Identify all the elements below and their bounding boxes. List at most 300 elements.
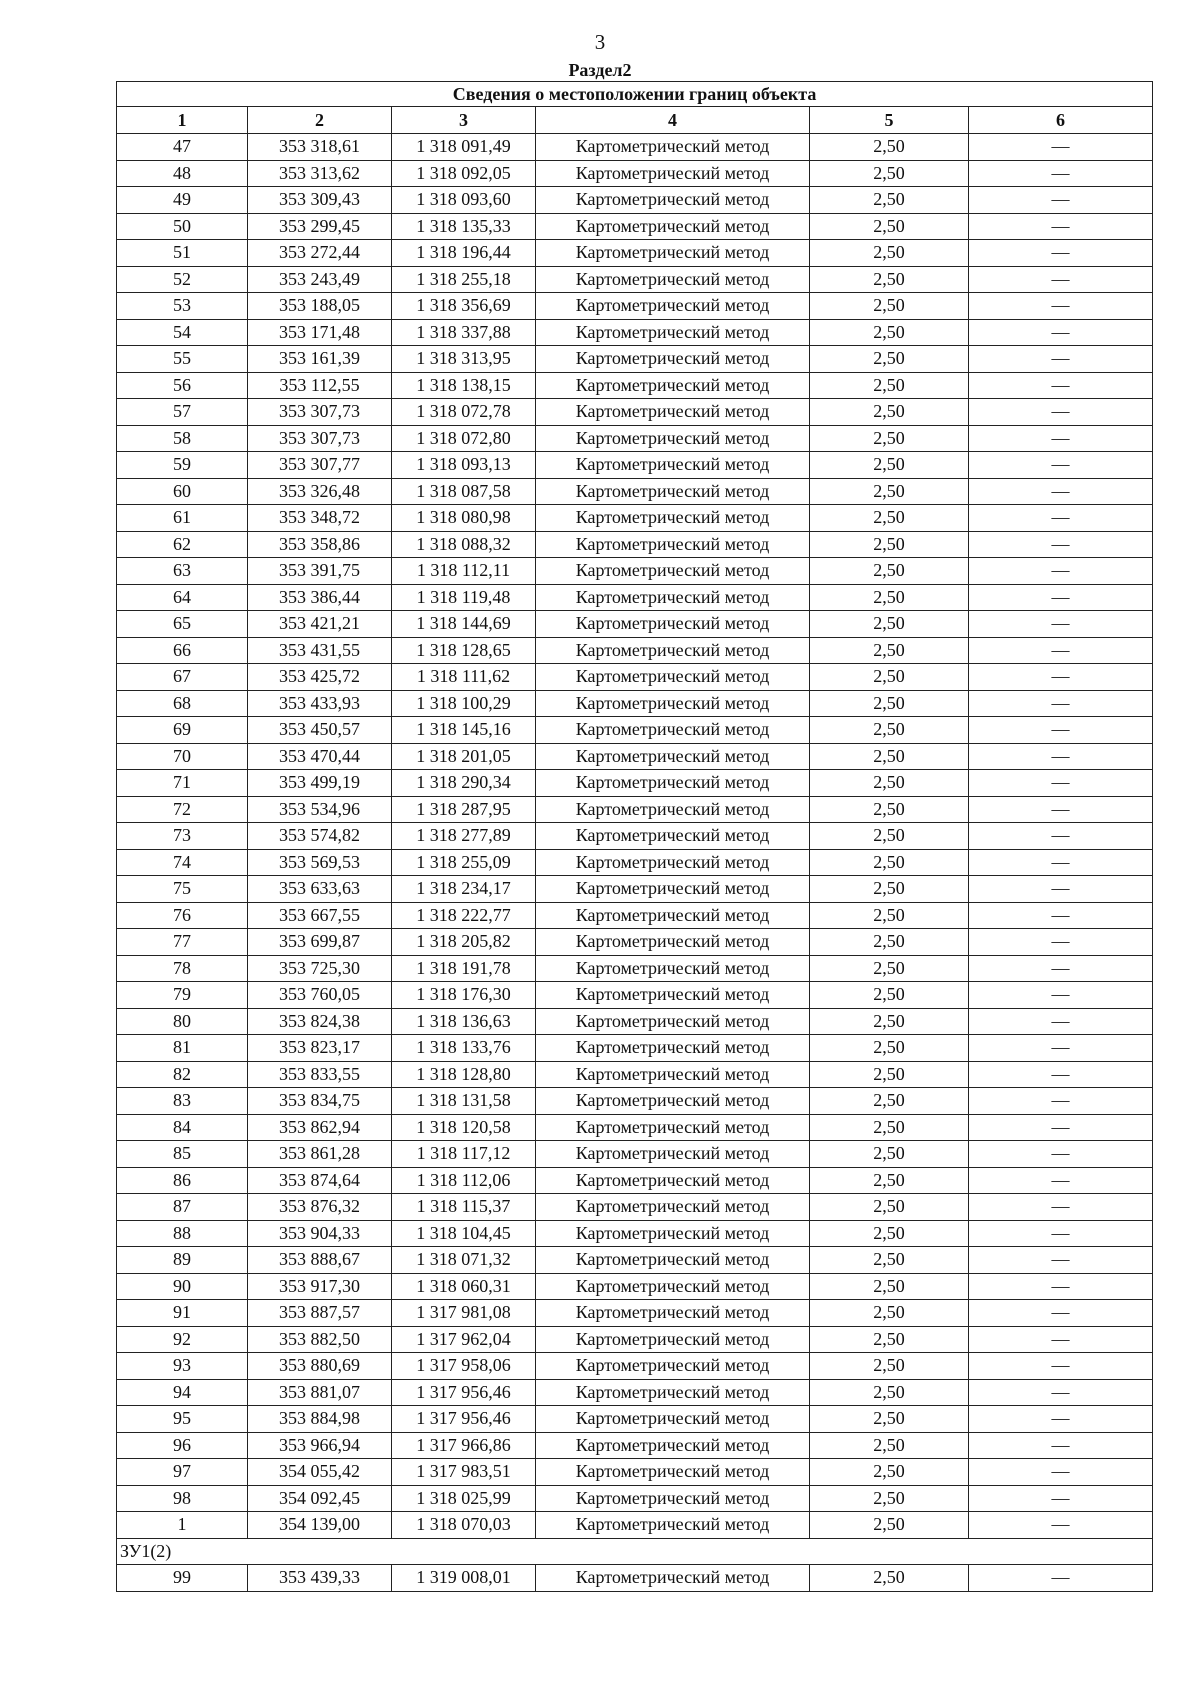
point-number-cell: 60 — [117, 478, 248, 505]
page-number: 3 — [594, 30, 606, 54]
y-coordinate-cell: 1 318 112,06 — [392, 1167, 536, 1194]
method-cell: Картометрический метод — [536, 584, 810, 611]
table-row — [117, 1432, 1153, 1459]
table-row — [117, 1088, 1153, 1115]
table-caption-row — [117, 82, 1153, 107]
point-number-cell: 48 — [117, 160, 248, 187]
point-number-cell: 67 — [117, 664, 248, 691]
point-number-cell: 88 — [117, 1220, 248, 1247]
table-row — [117, 1035, 1153, 1062]
description-cell: — — [969, 1008, 1153, 1035]
y-coordinate-cell: 1 318 196,44 — [392, 240, 536, 267]
point-number-cell: 73 — [117, 823, 248, 850]
accuracy-cell: 2,50 — [810, 134, 969, 161]
method-cell: Картометрический метод — [536, 372, 810, 399]
accuracy-cell: 2,50 — [810, 240, 969, 267]
accuracy-cell: 2,50 — [810, 266, 969, 293]
method-cell: Картометрический метод — [536, 425, 810, 452]
point-number-cell: 51 — [117, 240, 248, 267]
table-row — [117, 717, 1153, 744]
description-cell: — — [969, 1485, 1153, 1512]
x-coordinate-cell: 353 574,82 — [248, 823, 392, 850]
point-number-cell: 91 — [117, 1300, 248, 1327]
x-coordinate-cell: 353 188,05 — [248, 293, 392, 320]
table-row — [117, 796, 1153, 823]
y-coordinate-cell: 1 318 255,18 — [392, 266, 536, 293]
y-coordinate-cell: 1 317 966,86 — [392, 1432, 536, 1459]
x-coordinate-cell: 353 834,75 — [248, 1088, 392, 1115]
method-cell: Картометрический метод — [536, 982, 810, 1009]
point-number-cell: 77 — [117, 929, 248, 956]
accuracy-cell: 2,50 — [810, 1379, 969, 1406]
accuracy-cell: 2,50 — [810, 796, 969, 823]
y-coordinate-cell: 1 318 072,80 — [392, 425, 536, 452]
point-number-cell: 65 — [117, 611, 248, 638]
method-cell: Картометрический метод — [536, 213, 810, 240]
y-coordinate-cell: 1 318 290,34 — [392, 770, 536, 797]
method-cell: Картометрический метод — [536, 1220, 810, 1247]
table-body — [117, 82, 1153, 1592]
x-coordinate-cell: 353 876,32 — [248, 1194, 392, 1221]
x-coordinate-cell: 353 633,63 — [248, 876, 392, 903]
point-number-cell: 58 — [117, 425, 248, 452]
point-number-cell: 55 — [117, 346, 248, 373]
x-coordinate-cell: 353 433,93 — [248, 690, 392, 717]
x-coordinate-cell: 353 887,57 — [248, 1300, 392, 1327]
table-row — [117, 1167, 1153, 1194]
description-cell: — — [969, 955, 1153, 982]
accuracy-cell: 2,50 — [810, 611, 969, 638]
column-header: 3 — [392, 107, 536, 134]
method-cell: Картометрический метод — [536, 1406, 810, 1433]
description-cell: — — [969, 558, 1153, 585]
method-cell: Картометрический метод — [536, 849, 810, 876]
method-cell: Картометрический метод — [536, 558, 810, 585]
x-coordinate-cell: 353 171,48 — [248, 319, 392, 346]
y-coordinate-cell: 1 318 119,48 — [392, 584, 536, 611]
accuracy-cell: 2,50 — [810, 637, 969, 664]
accuracy-cell: 2,50 — [810, 531, 969, 558]
point-number-cell: 87 — [117, 1194, 248, 1221]
description-cell: — — [969, 1512, 1153, 1539]
description-cell: — — [969, 1167, 1153, 1194]
y-coordinate-cell: 1 318 112,11 — [392, 558, 536, 585]
y-coordinate-cell: 1 318 071,32 — [392, 1247, 536, 1274]
point-number-cell: 59 — [117, 452, 248, 479]
method-cell: Картометрический метод — [536, 293, 810, 320]
point-number-cell: 97 — [117, 1459, 248, 1486]
table-row — [117, 1485, 1153, 1512]
x-coordinate-cell: 354 139,00 — [248, 1512, 392, 1539]
method-cell: Картометрический метод — [536, 319, 810, 346]
x-coordinate-cell: 353 391,75 — [248, 558, 392, 585]
method-cell: Картометрический метод — [536, 399, 810, 426]
method-cell: Картометрический метод — [536, 452, 810, 479]
accuracy-cell: 2,50 — [810, 1432, 969, 1459]
y-coordinate-cell: 1 317 962,04 — [392, 1326, 536, 1353]
accuracy-cell: 2,50 — [810, 1406, 969, 1433]
point-number-cell: 47 — [117, 134, 248, 161]
x-coordinate-cell: 353 888,67 — [248, 1247, 392, 1274]
y-coordinate-cell: 1 318 093,60 — [392, 187, 536, 214]
description-cell: — — [969, 134, 1153, 161]
accuracy-cell: 2,50 — [810, 213, 969, 240]
x-coordinate-cell: 353 699,87 — [248, 929, 392, 956]
point-number-cell: 79 — [117, 982, 248, 1009]
accuracy-cell: 2,50 — [810, 505, 969, 532]
description-cell: — — [969, 478, 1153, 505]
point-number-cell: 86 — [117, 1167, 248, 1194]
point-number-cell: 53 — [117, 293, 248, 320]
description-cell: — — [969, 319, 1153, 346]
accuracy-cell: 2,50 — [810, 1326, 969, 1353]
x-coordinate-cell: 353 966,94 — [248, 1432, 392, 1459]
y-coordinate-cell: 1 317 981,08 — [392, 1300, 536, 1327]
method-cell: Картометрический метод — [536, 1512, 810, 1539]
table-row — [117, 346, 1153, 373]
x-coordinate-cell: 353 874,64 — [248, 1167, 392, 1194]
y-coordinate-cell: 1 318 176,30 — [392, 982, 536, 1009]
y-coordinate-cell: 1 318 191,78 — [392, 955, 536, 982]
method-cell: Картометрический метод — [536, 505, 810, 532]
x-coordinate-cell: 353 823,17 — [248, 1035, 392, 1062]
method-cell: Картометрический метод — [536, 1432, 810, 1459]
method-cell: Картометрический метод — [536, 478, 810, 505]
x-coordinate-cell: 353 358,86 — [248, 531, 392, 558]
description-cell: — — [969, 929, 1153, 956]
table-row — [117, 478, 1153, 505]
accuracy-cell: 2,50 — [810, 1300, 969, 1327]
point-number-cell: 81 — [117, 1035, 248, 1062]
table-row — [117, 876, 1153, 903]
x-coordinate-cell: 353 307,73 — [248, 425, 392, 452]
y-coordinate-cell: 1 318 072,78 — [392, 399, 536, 426]
y-coordinate-cell: 1 318 025,99 — [392, 1485, 536, 1512]
description-cell: — — [969, 1273, 1153, 1300]
point-number-cell: 75 — [117, 876, 248, 903]
point-number-cell: 57 — [117, 399, 248, 426]
point-number-cell: 80 — [117, 1008, 248, 1035]
accuracy-cell: 2,50 — [810, 1167, 969, 1194]
x-coordinate-cell: 353 569,53 — [248, 849, 392, 876]
description-cell: — — [969, 399, 1153, 426]
description-cell: — — [969, 717, 1153, 744]
y-coordinate-cell: 1 318 136,63 — [392, 1008, 536, 1035]
accuracy-cell: 2,50 — [810, 1008, 969, 1035]
coordinates-table — [116, 81, 1153, 1592]
method-cell: Картометрический метод — [536, 1353, 810, 1380]
accuracy-cell: 2,50 — [810, 1114, 969, 1141]
accuracy-cell: 2,50 — [810, 929, 969, 956]
point-number-cell: 70 — [117, 743, 248, 770]
x-coordinate-cell: 353 862,94 — [248, 1114, 392, 1141]
column-header: 6 — [969, 107, 1153, 134]
accuracy-cell: 2,50 — [810, 584, 969, 611]
table-row — [117, 425, 1153, 452]
description-cell: — — [969, 1406, 1153, 1433]
accuracy-cell: 2,50 — [810, 1459, 969, 1486]
column-header: 4 — [536, 107, 810, 134]
accuracy-cell: 2,50 — [810, 902, 969, 929]
method-cell: Картометрический метод — [536, 955, 810, 982]
method-cell: Картометрический метод — [536, 1141, 810, 1168]
table-row — [117, 611, 1153, 638]
method-cell: Картометрический метод — [536, 160, 810, 187]
method-cell: Картометрический метод — [536, 1379, 810, 1406]
method-cell: Картометрический метод — [536, 929, 810, 956]
description-cell: — — [969, 1459, 1153, 1486]
y-coordinate-cell: 1 318 070,03 — [392, 1512, 536, 1539]
table-row — [117, 584, 1153, 611]
point-number-cell: 64 — [117, 584, 248, 611]
table-row — [117, 1565, 1153, 1592]
method-cell: Картометрический метод — [536, 902, 810, 929]
y-coordinate-cell: 1 318 205,82 — [392, 929, 536, 956]
table-row — [117, 637, 1153, 664]
description-cell: — — [969, 823, 1153, 850]
table-row — [117, 187, 1153, 214]
description-cell: — — [969, 240, 1153, 267]
x-coordinate-cell: 353 243,49 — [248, 266, 392, 293]
y-coordinate-cell: 1 318 104,45 — [392, 1220, 536, 1247]
method-cell: Картометрический метод — [536, 1194, 810, 1221]
method-cell: Картометрический метод — [536, 346, 810, 373]
x-coordinate-cell: 354 092,45 — [248, 1485, 392, 1512]
method-cell: Картометрический метод — [536, 1167, 810, 1194]
y-coordinate-cell: 1 318 144,69 — [392, 611, 536, 638]
description-cell: — — [969, 1035, 1153, 1062]
point-number-cell: 93 — [117, 1353, 248, 1380]
method-cell: Картометрический метод — [536, 1300, 810, 1327]
method-cell: Картометрический метод — [536, 664, 810, 691]
table-row — [117, 160, 1153, 187]
x-coordinate-cell: 353 309,43 — [248, 187, 392, 214]
table-row — [117, 1194, 1153, 1221]
accuracy-cell: 2,50 — [810, 664, 969, 691]
method-cell: Картометрический метод — [536, 1485, 810, 1512]
point-number-cell: 72 — [117, 796, 248, 823]
table-row — [117, 982, 1153, 1009]
group-label: ЗУ1(2) — [117, 1538, 1153, 1565]
description-cell: — — [969, 1565, 1153, 1592]
x-coordinate-cell: 353 917,30 — [248, 1273, 392, 1300]
method-cell: Картометрический метод — [536, 1326, 810, 1353]
y-coordinate-cell: 1 318 337,88 — [392, 319, 536, 346]
x-coordinate-cell: 353 882,50 — [248, 1326, 392, 1353]
y-coordinate-cell: 1 318 080,98 — [392, 505, 536, 532]
description-cell: — — [969, 902, 1153, 929]
point-number-cell: 56 — [117, 372, 248, 399]
method-cell: Картометрический метод — [536, 266, 810, 293]
point-number-cell: 74 — [117, 849, 248, 876]
y-coordinate-cell: 1 318 115,37 — [392, 1194, 536, 1221]
table-row — [117, 849, 1153, 876]
point-number-cell: 66 — [117, 637, 248, 664]
method-cell: Картометрический метод — [536, 1088, 810, 1115]
y-coordinate-cell: 1 317 958,06 — [392, 1353, 536, 1380]
method-cell: Картометрический метод — [536, 134, 810, 161]
method-cell: Картометрический метод — [536, 1459, 810, 1486]
y-coordinate-cell: 1 318 111,62 — [392, 664, 536, 691]
method-cell: Картометрический метод — [536, 717, 810, 744]
x-coordinate-cell: 353 833,55 — [248, 1061, 392, 1088]
y-coordinate-cell: 1 318 287,95 — [392, 796, 536, 823]
method-cell: Картометрический метод — [536, 637, 810, 664]
y-coordinate-cell: 1 317 983,51 — [392, 1459, 536, 1486]
accuracy-cell: 2,50 — [810, 717, 969, 744]
point-number-cell: 68 — [117, 690, 248, 717]
table-row — [117, 399, 1153, 426]
point-number-cell: 62 — [117, 531, 248, 558]
y-coordinate-cell: 1 318 088,32 — [392, 531, 536, 558]
description-cell: — — [969, 1353, 1153, 1380]
method-cell: Картометрический метод — [536, 1565, 810, 1592]
accuracy-cell: 2,50 — [810, 346, 969, 373]
table-row — [117, 1406, 1153, 1433]
point-number-cell: 89 — [117, 1247, 248, 1274]
accuracy-cell: 2,50 — [810, 849, 969, 876]
x-coordinate-cell: 353 499,19 — [248, 770, 392, 797]
table-row — [117, 134, 1153, 161]
description-cell: — — [969, 293, 1153, 320]
x-coordinate-cell: 353 904,33 — [248, 1220, 392, 1247]
description-cell: — — [969, 1061, 1153, 1088]
table-row — [117, 372, 1153, 399]
table-row — [117, 1379, 1153, 1406]
accuracy-cell: 2,50 — [810, 1194, 969, 1221]
point-number-cell: 95 — [117, 1406, 248, 1433]
accuracy-cell: 2,50 — [810, 770, 969, 797]
accuracy-cell: 2,50 — [810, 690, 969, 717]
description-cell: — — [969, 505, 1153, 532]
y-coordinate-cell: 1 318 091,49 — [392, 134, 536, 161]
table-row — [117, 902, 1153, 929]
point-number-cell: 49 — [117, 187, 248, 214]
y-coordinate-cell: 1 318 093,13 — [392, 452, 536, 479]
x-coordinate-cell: 353 470,44 — [248, 743, 392, 770]
method-cell: Картометрический метод — [536, 876, 810, 903]
accuracy-cell: 2,50 — [810, 1247, 969, 1274]
point-number-cell: 1 — [117, 1512, 248, 1539]
point-number-cell: 63 — [117, 558, 248, 585]
y-coordinate-cell: 1 319 008,01 — [392, 1565, 536, 1592]
table-row — [117, 1353, 1153, 1380]
y-coordinate-cell: 1 318 092,05 — [392, 160, 536, 187]
description-cell: — — [969, 637, 1153, 664]
point-number-cell: 83 — [117, 1088, 248, 1115]
x-coordinate-cell: 353 824,38 — [248, 1008, 392, 1035]
x-coordinate-cell: 353 272,44 — [248, 240, 392, 267]
x-coordinate-cell: 353 760,05 — [248, 982, 392, 1009]
point-number-cell: 98 — [117, 1485, 248, 1512]
x-coordinate-cell: 353 450,57 — [248, 717, 392, 744]
description-cell: — — [969, 849, 1153, 876]
method-cell: Картометрический метод — [536, 743, 810, 770]
description-cell: — — [969, 160, 1153, 187]
y-coordinate-cell: 1 318 277,89 — [392, 823, 536, 850]
table-row — [117, 823, 1153, 850]
table-row — [117, 1326, 1153, 1353]
x-coordinate-cell: 353 318,61 — [248, 134, 392, 161]
accuracy-cell: 2,50 — [810, 1220, 969, 1247]
description-cell: — — [969, 743, 1153, 770]
x-coordinate-cell: 353 439,33 — [248, 1565, 392, 1592]
x-coordinate-cell: 353 425,72 — [248, 664, 392, 691]
x-coordinate-cell: 353 386,44 — [248, 584, 392, 611]
table-row — [117, 1300, 1153, 1327]
y-coordinate-cell: 1 318 128,80 — [392, 1061, 536, 1088]
table-row — [117, 319, 1153, 346]
description-cell: — — [969, 213, 1153, 240]
table-row — [117, 531, 1153, 558]
method-cell: Картометрический метод — [536, 1247, 810, 1274]
x-coordinate-cell: 353 421,21 — [248, 611, 392, 638]
accuracy-cell: 2,50 — [810, 160, 969, 187]
x-coordinate-cell: 353 112,55 — [248, 372, 392, 399]
method-cell: Картометрический метод — [536, 187, 810, 214]
point-number-cell: 71 — [117, 770, 248, 797]
y-coordinate-cell: 1 318 100,29 — [392, 690, 536, 717]
accuracy-cell: 2,50 — [810, 1061, 969, 1088]
method-cell: Картометрический метод — [536, 690, 810, 717]
point-number-cell: 61 — [117, 505, 248, 532]
group-label-row — [117, 1538, 1153, 1565]
description-cell: — — [969, 531, 1153, 558]
y-coordinate-cell: 1 318 120,58 — [392, 1114, 536, 1141]
x-coordinate-cell: 353 313,62 — [248, 160, 392, 187]
table-header-row — [117, 107, 1153, 134]
method-cell: Картометрический метод — [536, 531, 810, 558]
point-number-cell: 94 — [117, 1379, 248, 1406]
table-row — [117, 452, 1153, 479]
accuracy-cell: 2,50 — [810, 452, 969, 479]
y-coordinate-cell: 1 318 201,05 — [392, 743, 536, 770]
description-cell: — — [969, 982, 1153, 1009]
point-number-cell: 99 — [117, 1565, 248, 1592]
point-number-cell: 50 — [117, 213, 248, 240]
accuracy-cell: 2,50 — [810, 558, 969, 585]
table-row — [117, 1247, 1153, 1274]
section-title: Раздел2 — [568, 60, 632, 80]
point-number-cell: 78 — [117, 955, 248, 982]
table-row — [117, 1273, 1153, 1300]
table-row — [117, 1512, 1153, 1539]
accuracy-cell: 2,50 — [810, 823, 969, 850]
x-coordinate-cell: 354 055,42 — [248, 1459, 392, 1486]
description-cell: — — [969, 372, 1153, 399]
table-row — [117, 266, 1153, 293]
table-row — [117, 1220, 1153, 1247]
x-coordinate-cell: 353 299,45 — [248, 213, 392, 240]
description-cell: — — [969, 1300, 1153, 1327]
y-coordinate-cell: 1 318 087,58 — [392, 478, 536, 505]
table-row — [117, 664, 1153, 691]
table-row — [117, 213, 1153, 240]
accuracy-cell: 2,50 — [810, 425, 969, 452]
accuracy-cell: 2,50 — [810, 1141, 969, 1168]
accuracy-cell: 2,50 — [810, 1485, 969, 1512]
point-number-cell: 85 — [117, 1141, 248, 1168]
description-cell: — — [969, 664, 1153, 691]
description-cell: — — [969, 1088, 1153, 1115]
accuracy-cell: 2,50 — [810, 743, 969, 770]
column-header: 1 — [117, 107, 248, 134]
y-coordinate-cell: 1 318 222,77 — [392, 902, 536, 929]
accuracy-cell: 2,50 — [810, 982, 969, 1009]
y-coordinate-cell: 1 317 956,46 — [392, 1379, 536, 1406]
y-coordinate-cell: 1 318 135,33 — [392, 213, 536, 240]
method-cell: Картометрический метод — [536, 1114, 810, 1141]
